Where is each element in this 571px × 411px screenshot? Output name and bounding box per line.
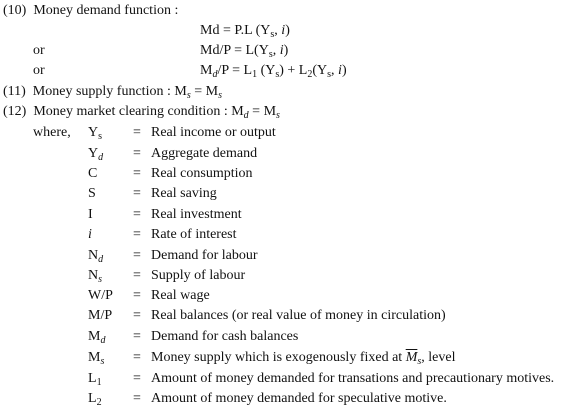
definition-desc: Demand for labour: [151, 248, 258, 263]
definition-desc: Demand for cash balances: [151, 329, 299, 344]
or-label-1: or: [33, 43, 45, 58]
equation-md-split: $M_d/P = L_1$ $(Y_s) + L_2(Y_s$, i): [200, 63, 347, 80]
definition-desc: Real wage: [151, 288, 210, 303]
section-12: (12) Money market clearing condition : $M_d = M_s$: [3, 104, 280, 121]
section-11: (11) Money supply function : $M_s = M_s$: [3, 84, 222, 101]
section-10-number: (10): [3, 3, 27, 18]
section-10-title: Money demand function :: [33, 3, 179, 18]
definition-desc: Real income or output: [151, 125, 276, 140]
section-10-heading: [3, 3, 178, 19]
definition-desc: Real investment: [151, 207, 242, 222]
where-label: where,: [33, 125, 71, 140]
definition-desc: Rate of interest: [151, 227, 237, 242]
definition-desc: Real saving: [151, 186, 217, 201]
definition-desc: Real balances (or real value of money in circulation): [151, 308, 446, 323]
definition-desc: Real consumption: [151, 166, 253, 181]
definition-desc: Money supply which is exogenously fixed at $\overline{M}_s$, level: [151, 350, 456, 367]
or-label-2: or: [33, 63, 45, 78]
definition-desc: Supply of labour: [151, 268, 246, 283]
document-page: (10) Money demand function : Md = P.L ($Y_s$, i) or $Md/P = L(Y_s$, i) or $M_d/P = L_1$ $(Y_s) + L_2(Y_s$, i) (11) Money supply function : $M_s = M_s$ (12) Money market clearing condition : $M_d = M_s$ where, $Y_s$ = Real income or output $Y_d$ = Aggregate demand C = Real consumption S = Real saving I = Real investment i = Rate of interest $N_d$ = Demand for labour $N_s$ = Supply of labour W/P = Real wage M/P = Real balances (or real value of money in circulation) $M_d$ = Demand for cash balances $M_s$ = Money supply which is exogenously fixed at $\overline{M}_s$, level $L_1$ = Amount of money demanded for transations and precautionary motives. $L_2$ = Amount of money demanded for speculative motive.: [3, 3, 555, 408]
equation-md: Md = P.L ($Y_s$, i): [200, 23, 290, 40]
definition-desc: Aggregate demand: [151, 146, 258, 161]
definition-desc: Amount of money demanded for speculative motive.: [151, 391, 447, 406]
definition-desc: Amount of money demanded for transations and precautionary motives.: [151, 371, 555, 386]
equation-md-over-p: $Md/P = L(Y_s$, i): [200, 43, 289, 60]
